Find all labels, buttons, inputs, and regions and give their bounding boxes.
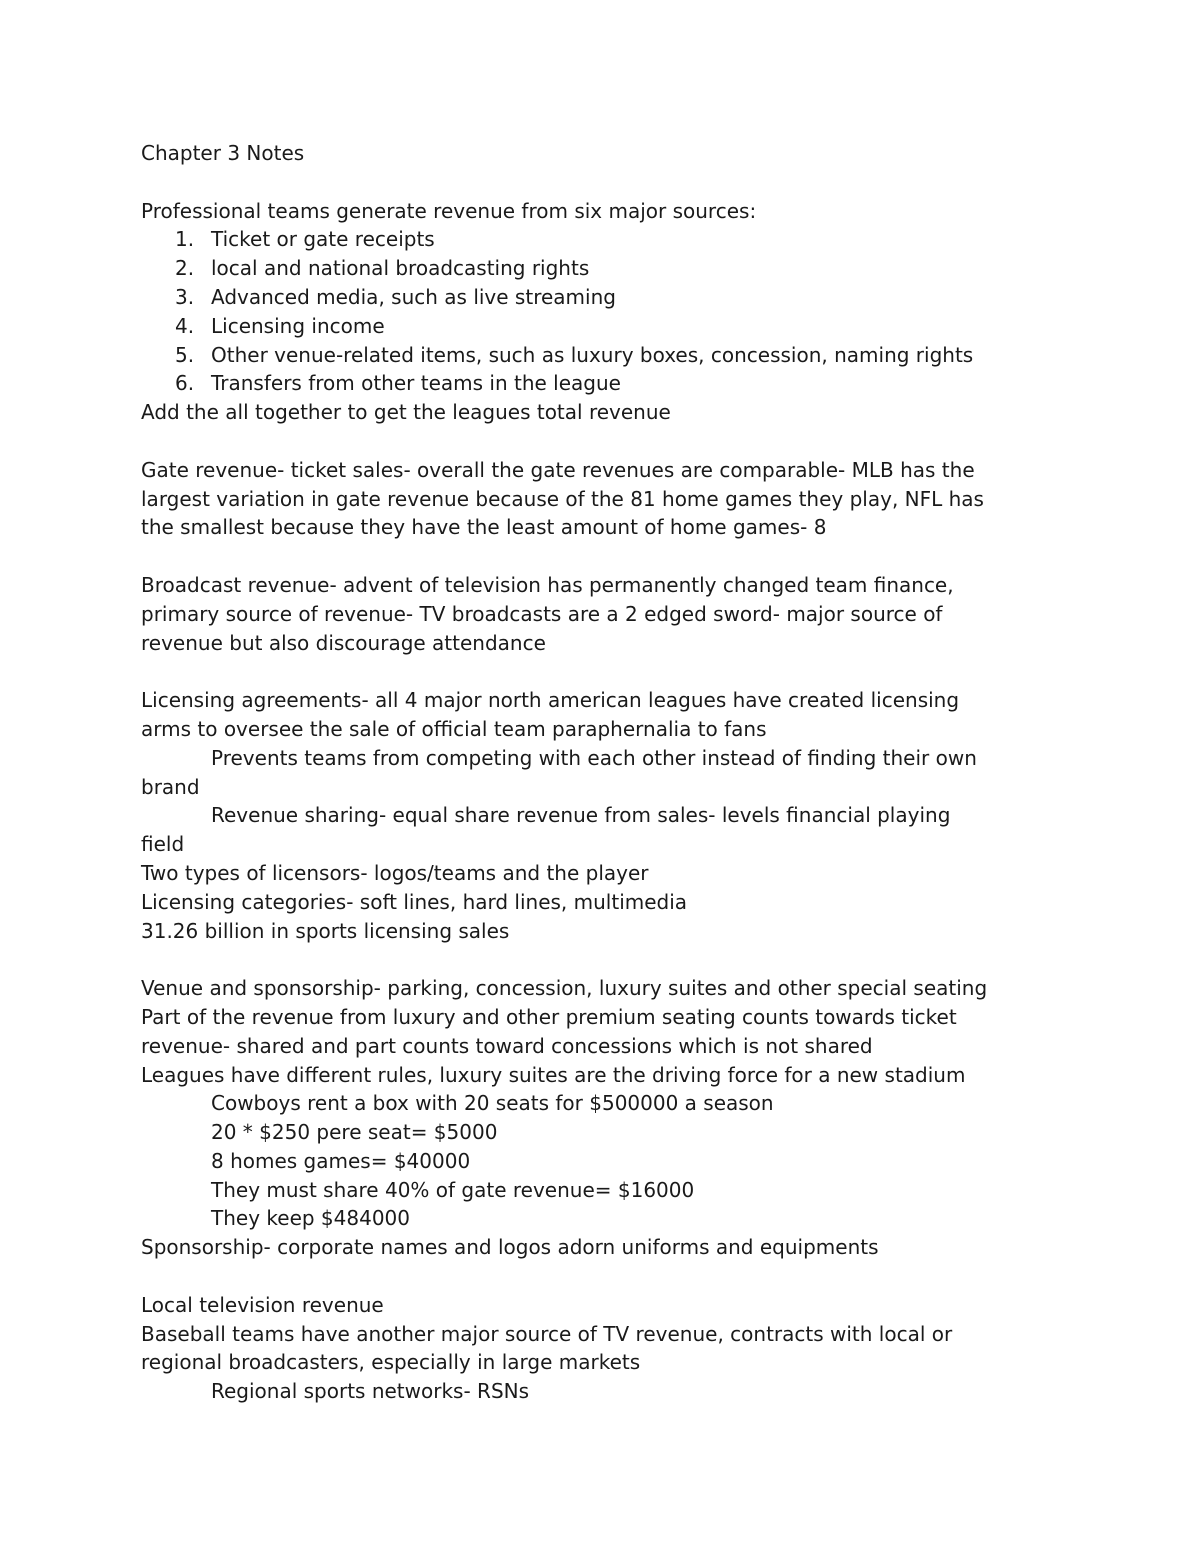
licensing-line: Licensing categories- soft lines, hard lines, multimedia [141, 889, 688, 914]
total-note: Add the all together to get the leagues total revenue [141, 400, 671, 425]
venue-indented-line: Cowboys rent a box with 20 seats for $500000 a season [211, 1091, 774, 1116]
licensing-indented-line: Prevents teams from competing with each other instead of finding their own [211, 745, 977, 770]
broadcast-paragraph-line: revenue but also discourage attendance [141, 630, 546, 655]
broadcast-paragraph-line: Broadcast revenue- advent of television has permanently changed team finance, [141, 572, 954, 597]
venue-line: Part of the revenue from luxury and other premium seating counts towards ticket [141, 1004, 957, 1029]
page-title: Chapter 3 Notes [141, 141, 305, 165]
venue-indented-line: They must share 40% of gate revenue= $16000 [211, 1177, 695, 1202]
gate-paragraph-line: largest variation in gate revenue because of the 81 home games they play, NFL has [141, 486, 984, 511]
spacer [141, 945, 1101, 974]
venue-line: Leagues have different rules, luxury suites are the driving force for a new stadium [141, 1062, 966, 1087]
spacer [141, 168, 1101, 197]
intro-paragraph: Professional teams generate revenue from six major sources: [141, 198, 757, 223]
venue-indented-line: 8 homes games= $40000 [211, 1148, 471, 1173]
spacer [141, 542, 1101, 571]
licensing-line: arms to oversee the sale of official team paraphernalia to fans [141, 716, 767, 741]
licensing-line: 31.26 billion in sports licensing sales [141, 918, 510, 943]
local-tv-line: Baseball teams have another major source of TV revenue, contracts with local or [141, 1321, 953, 1346]
list-item: 1. Ticket or gate receipts [175, 227, 435, 252]
licensing-line: Licensing agreements- all 4 major north american leagues have created licensing [141, 688, 960, 713]
venue-indented-line: They keep $484000 [211, 1206, 410, 1231]
venue-line: Venue and sponsorship- parking, concession, luxury suites and other special seating [141, 976, 988, 1001]
venue-line: revenue- shared and part counts toward concessions which is not shared [141, 1033, 873, 1058]
spacer [141, 1262, 1101, 1291]
list-item: 5. Other venue-related items, such as luxury boxes, concession, naming rights [175, 342, 974, 367]
licensing-line: field [141, 832, 185, 857]
local-tv-indented-line: Regional sports networks- RSNs [211, 1379, 530, 1404]
list-item: 2. local and national broadcasting rights [175, 256, 590, 281]
list-item: 4. Licensing income [175, 313, 385, 338]
list-item: 6. Transfers from other teams in the league [175, 371, 621, 396]
document-page [141, 139, 1101, 1406]
local-tv-line: regional broadcasters, especially in large markets [141, 1350, 641, 1375]
gate-paragraph-line: Gate revenue- ticket sales- overall the gate revenues are comparable- MLB has the [141, 457, 975, 482]
broadcast-paragraph-line: primary source of revenue- TV broadcasts are a 2 edged sword- major source of [141, 601, 943, 626]
local-tv-line: Local television revenue [141, 1292, 384, 1317]
spacer [141, 657, 1101, 686]
licensing-indented-line: Revenue sharing- equal share revenue from sales- levels financial playing [211, 803, 951, 828]
gate-paragraph-line: the smallest because they have the least amount of home games- 8 [141, 515, 827, 540]
spacer [141, 427, 1101, 456]
licensing-line: Two types of licensors- logos/teams and the player [141, 860, 649, 885]
revenue-sources-list [141, 225, 1101, 398]
venue-indented-line: 20 * $250 pere seat= $5000 [211, 1120, 498, 1145]
venue-line: Sponsorship- corporate names and logos adorn uniforms and equipments [141, 1235, 879, 1260]
list-item: 3. Advanced media, such as live streaming [175, 284, 616, 309]
licensing-line: brand [141, 774, 200, 799]
